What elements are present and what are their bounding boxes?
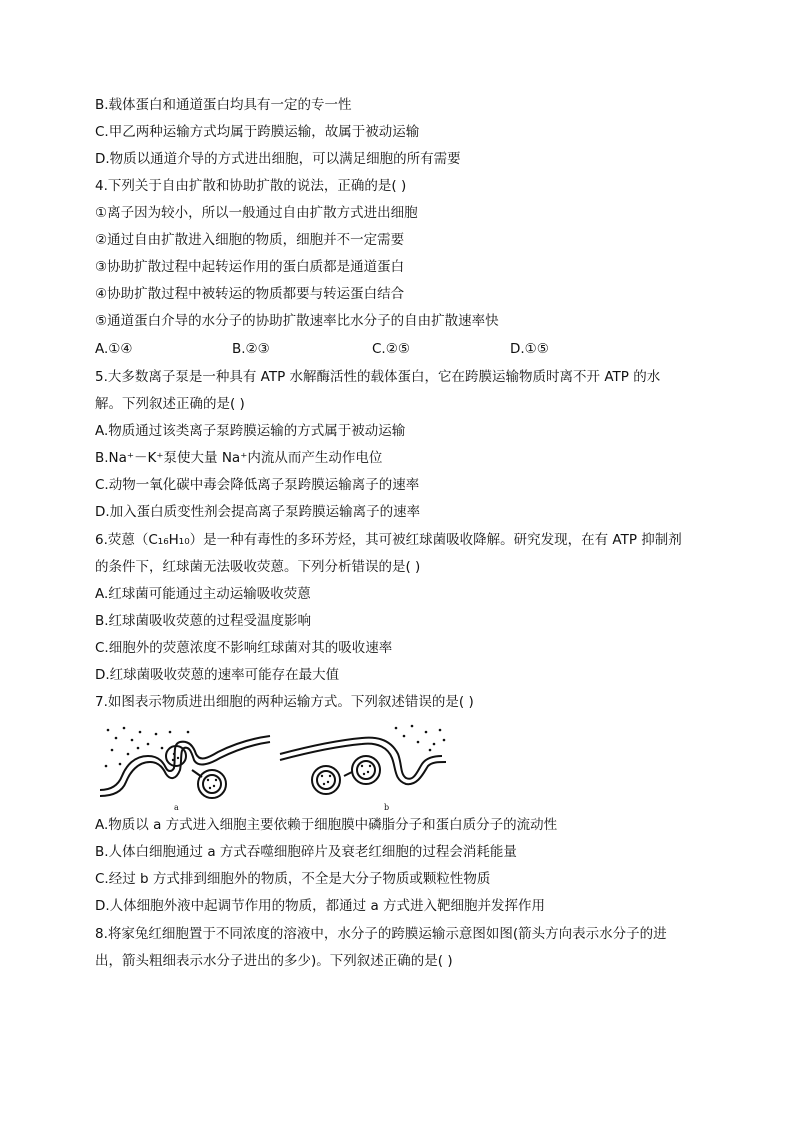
q5-option-b: B.Na⁺－K⁺泵使大量 Na⁺内流从而产生动作电位 bbox=[95, 450, 383, 466]
q5-stem-line1: 5.大多数离子泵是一种具有 ATP 水解酶活性的载体蛋白，它在跨膜运输物质时离不开 ATP 的水 bbox=[95, 369, 661, 385]
q4-options bbox=[95, 340, 695, 358]
q4-statement-4: ④协助扩散过程中被转运的物质都要与转运蛋白结合 bbox=[95, 286, 405, 302]
q4-option-a: A.①④ bbox=[95, 341, 133, 357]
q7-option-a: A.物质以 a 方式进入细胞主要依赖于细胞膜中磷脂分子和蛋白质分子的流动性 bbox=[95, 817, 558, 833]
q3-option-c: C.甲乙两种运输方式均属于跨膜运输，故属于被动运输 bbox=[95, 124, 420, 140]
q4-statement-5: ⑤通道蛋白介导的水分子的协助扩散速率比水分子的自由扩散速率快 bbox=[95, 313, 499, 329]
q4-statement-1: ①离子因为较小，所以一般通过自由扩散方式进出细胞 bbox=[95, 205, 418, 221]
q4-statement-2: ②通过自由扩散进入细胞的物质，细胞并不一定需要 bbox=[95, 232, 405, 248]
q5-option-a: A.物质通过该类离子泵跨膜运输的方式属于被动运输 bbox=[95, 423, 406, 439]
q4-statement-3: ③协助扩散过程中起转运作用的蛋白质都是通道蛋白 bbox=[95, 259, 405, 275]
q4-option-d: D.①⑤ bbox=[510, 341, 549, 357]
q3-option-d: D.物质以通道介导的方式进出细胞，可以满足细胞的所有需要 bbox=[95, 151, 461, 167]
q7-option-d: D.人体细胞外液中起调节作用的物质，都通过 a 方式进入靶细胞并发挥作用 bbox=[95, 898, 546, 914]
q5-option-c: C.动物一氧化碳中毒会降低离子泵跨膜运输离子的速率 bbox=[95, 477, 420, 493]
q4-stem: 4.下列关于自由扩散和协助扩散的说法，正确的是( ) bbox=[95, 178, 407, 194]
q6-stem-line2: 的条件下，红球菌无法吸收荧蒽。下列分析错误的是( ) bbox=[95, 559, 421, 575]
label-a: a bbox=[174, 803, 179, 812]
q6-option-a: A.红球菌可能通过主动运输吸收荧蒽 bbox=[95, 586, 311, 602]
q6-option-c: C.细胞外的荧蒽浓度不影响红球菌对其的吸收速率 bbox=[95, 640, 393, 656]
q3-option-b: B.载体蛋白和通道蛋白均具有一定的专一性 bbox=[95, 97, 352, 113]
label-b: b bbox=[384, 803, 390, 812]
transport-diagram bbox=[100, 720, 450, 812]
q6-option-b: B.红球菌吸收荧蒽的过程受温度影响 bbox=[95, 613, 312, 629]
q7-option-c: C.经过 b 方式排到细胞外的物质，不全是大分子物质或颗粒性物质 bbox=[95, 871, 491, 887]
q8-stem-line2: 出，箭头粗细表示水分子进出的多少)。下列叙述正确的是( ) bbox=[95, 953, 453, 969]
q4-option-b: B.②③ bbox=[232, 341, 270, 357]
q6-option-d: D.红球菌吸收荧蒽的速率可能存在最大值 bbox=[95, 667, 340, 683]
q8-stem-line1: 8.将家兔红细胞置于不同浓度的溶液中，水分子的跨膜运输示意图如图(箭头方向表示水分子的进 bbox=[95, 926, 667, 942]
q5-option-d: D.加入蛋白质变性剂会提高离子泵跨膜运输离子的速率 bbox=[95, 504, 421, 520]
q7-stem: 7.如图表示物质进出细胞的两种运输方式。下列叙述错误的是( ) bbox=[95, 694, 474, 710]
panel-a-endocytosis bbox=[100, 736, 270, 798]
q7-option-b: B.人体白细胞通过 a 方式吞噬细胞碎片及衰老红细胞的过程会消耗能量 bbox=[95, 844, 517, 860]
q4-option-c: C.②⑤ bbox=[372, 341, 410, 357]
q5-stem-line2: 解。下列叙述正确的是( ) bbox=[95, 396, 245, 412]
q6-stem-line1: 6.荧蒽（C₁₆H₁₀）是一种有毒性的多环芳烃，其可被红球菌吸收降解。研究发现，在有 ATP 抑制剂 bbox=[95, 532, 682, 548]
